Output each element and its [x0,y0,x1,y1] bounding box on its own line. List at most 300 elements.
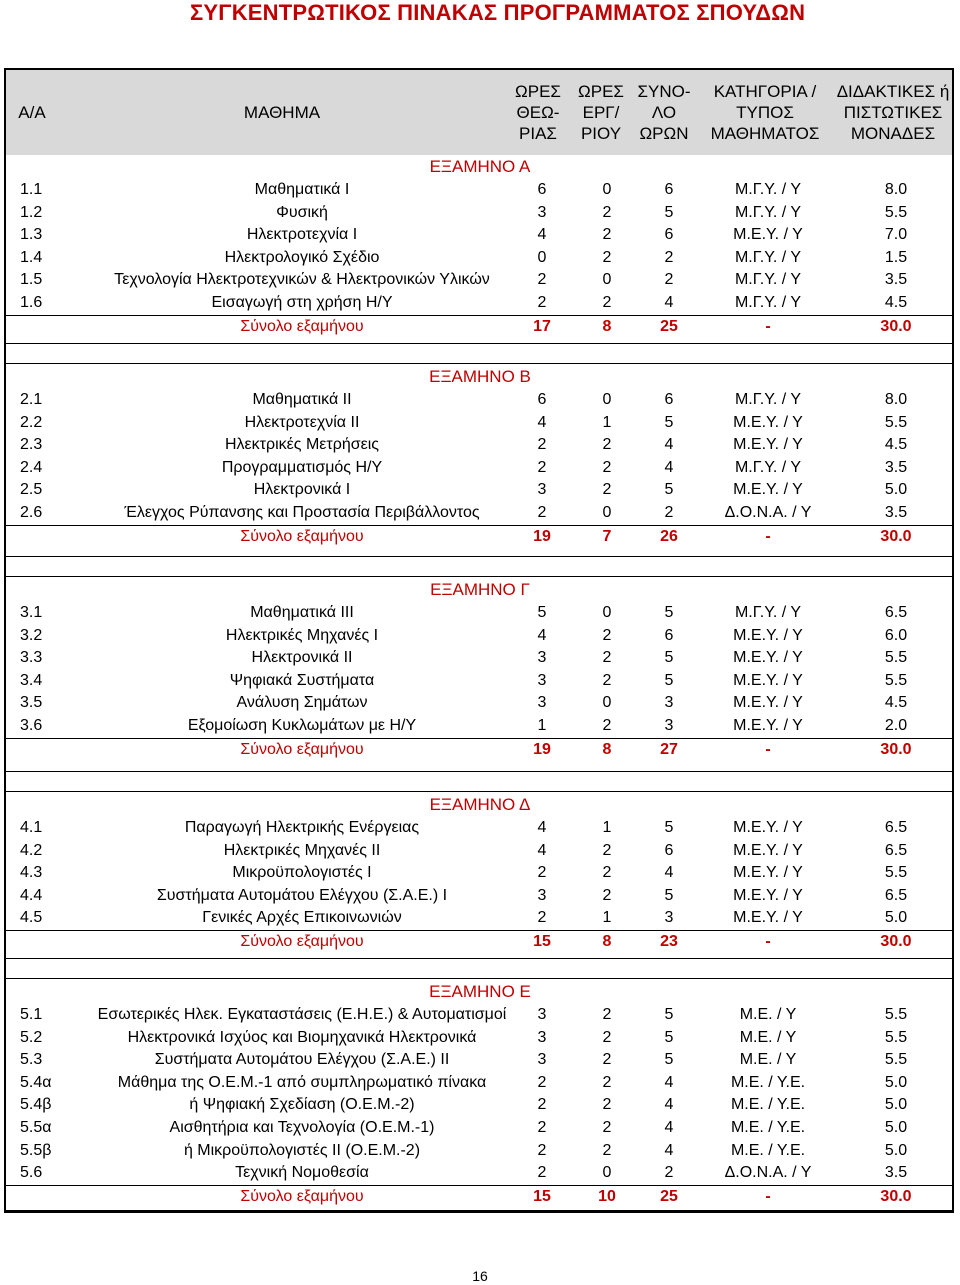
course-name: Συστήματα Αυτομάτου Ελέγχου (Σ.Α.Ε.) ΙΙ [154,1051,450,1069]
total-total-hours: 26 [660,527,678,545]
total-total-hours: 23 [660,933,678,950]
course-credits: 6.5 [884,819,908,836]
course-credits: 5.0 [884,1096,908,1114]
course-code: 2.6 [20,504,43,521]
course-credits: 1.5 [884,248,908,266]
theory-hours: 4 [537,226,547,244]
course-credits: 5.0 [884,909,908,927]
course-row [6,434,952,456]
theory-hours: 2 [537,458,547,476]
course-name: Αισθητήρια και Τεχνολογία (Ο.Ε.Μ.-1) [169,1119,435,1136]
lab-hours: 2 [602,1141,612,1159]
course-code: 3.4 [20,671,43,689]
theory-hours: 3 [537,694,547,712]
course-credits: 7.0 [884,226,908,244]
course-credits: 2.0 [884,717,908,734]
course-name: Ηλεκτροτεχνία Ι [246,226,358,244]
total-lab-hours: 8 [602,933,612,950]
course-name: Ηλεκτρονικά ΙΙ [251,649,353,667]
total-hours: 5 [664,481,674,499]
course-name: Μαθηματικά Ι [254,181,350,198]
course-code: 4.1 [20,819,43,836]
theory-hours: 3 [537,481,547,499]
course-name: Ηλεκτρολογικό Σχέδιο [224,248,380,266]
course-credits: 5.5 [884,203,908,221]
lab-hours: 2 [602,1051,612,1069]
total-course-credits: 30.0 [880,527,912,545]
course-credits: 6.5 [884,841,908,859]
course-code: 2.5 [20,481,43,499]
semester-title: ΕΞΑΜΗΝΟ Γ [430,580,530,599]
lab-hours: 2 [602,717,612,734]
course-category: Μ.Ε.Υ. / Υ [733,886,803,904]
course-code: 5.6 [20,1164,43,1182]
course-category: Μ.Γ.Υ. / Υ [734,181,802,198]
course-category: Μ.Ε. / Υ.Ε. [730,1096,806,1114]
course-row [6,269,952,291]
total-hours: 2 [664,248,674,266]
course-code: 1.3 [20,226,43,244]
total-total-hours: 25 [660,317,678,335]
course-name: Μαθηματικά ΙΙ [252,391,352,408]
theory-hours: 3 [537,1028,547,1046]
course-row [6,1049,952,1071]
total-hours: 5 [664,886,674,904]
course-credits: 5.5 [884,1028,908,1046]
table-rule [6,576,952,577]
course-name: Τεχνολογία Ηλεκτροτεχνικών & Ηλεκτρονικών Υλικών [114,271,490,289]
course-credits: 6.0 [884,626,908,644]
table-rule [6,791,952,792]
theory-hours: 2 [537,294,547,311]
course-name: Εισαγωγή στη χρήση Η/Υ [211,294,393,311]
course-name: Εσωτερικές Ηλεκ. Εγκαταστάσεις (Ε.Η.Ε.) & Αυτοματισμοί [97,1006,507,1023]
total-course-category: - [765,933,771,950]
course-code: 5.1 [20,1006,43,1023]
course-row [6,479,952,501]
total-course-name: Σύνολο εξαμήνου [240,1187,364,1205]
table-rule [6,978,952,979]
theory-hours: 4 [537,819,547,836]
header-theory-hours: ΩΡΕΣ ΘΕΩ- ΡΙΑΣ [515,82,561,143]
table-rule [6,556,952,557]
lab-hours: 2 [602,626,612,644]
course-code: 1.6 [20,294,43,311]
course-category: Μ.Γ.Υ. / Υ [734,248,802,266]
semester-title: ΕΞΑΜΗΝΟ Δ [429,795,531,814]
total-hours: 2 [664,504,674,521]
course-credits: 5.0 [884,481,908,499]
course-name: Γενικές Αρχές Επικοινωνιών [202,909,402,927]
total-hours: 5 [664,413,674,431]
lab-hours: 2 [602,1073,612,1091]
course-category: Μ.Ε.Υ. / Υ [733,649,803,667]
theory-hours: 2 [537,271,547,289]
course-name: Ψηφιακά Συστήματα [229,671,375,689]
course-row [6,670,952,692]
course-row [6,389,952,411]
total-course-credits: 30.0 [880,933,912,950]
semester-total-row [6,1186,952,1208]
semester-title: ΕΞΑΜΗΝΟ Α [429,157,531,176]
course-row [6,224,952,246]
course-name: Μικροϋπολογιστές Ι [232,864,372,882]
course-credits: 4.5 [884,294,908,311]
course-credits: 5.5 [884,1006,908,1023]
theory-hours: 5 [537,604,547,621]
course-code: 5.5β [20,1141,52,1159]
course-category: Μ.Ε.Υ. / Υ [733,909,803,927]
lab-hours: 0 [602,1164,612,1182]
total-hours: 3 [664,909,674,927]
table-rule [6,343,952,344]
course-category: Μ.Ε.Υ. / Υ [733,671,803,689]
lab-hours: 0 [602,391,612,408]
course-code: 5.2 [20,1028,43,1046]
header-category: ΚΑΤΗΓΟΡΙΑ / ΤΥΠΟΣ ΜΑΘΗΜΑΤΟΣ [710,82,820,143]
lab-hours: 2 [602,886,612,904]
total-hours: 5 [664,604,674,621]
theory-hours: 3 [537,1051,547,1069]
theory-hours: 2 [537,436,547,454]
total-hours: 6 [664,841,674,859]
course-credits: 4.5 [884,694,908,712]
course-category: Μ.Ε. / Υ.Ε. [730,1119,806,1136]
lab-hours: 2 [602,248,612,266]
course-name: ή Ψηφιακή Σχεδίαση (Ο.Ε.Μ.-2) [189,1096,415,1114]
total-hours: 4 [664,1119,674,1136]
course-category: Μ.Ε.Υ. / Υ [733,626,803,644]
course-row [6,907,952,929]
course-category: Δ.Ο.Ν.Α. / Υ [724,504,812,521]
course-row [6,715,952,737]
course-credits: 3.5 [884,458,908,476]
semester-total-row [6,931,952,953]
course-row [6,247,952,269]
course-code: 1.4 [20,248,43,266]
total-hours: 4 [664,294,674,311]
total-hours: 6 [664,181,674,198]
total-hours: 5 [664,203,674,221]
course-category: Μ.Ε.Υ. / Υ [733,717,803,734]
total-hours: 2 [664,1164,674,1182]
course-credits: 8.0 [884,391,908,408]
course-row [6,179,952,201]
total-hours: 5 [664,649,674,667]
course-name: ή Μικροϋπολογιστές ΙΙ (Ο.Ε.Μ.-2) [183,1141,421,1159]
header-lab-hours: ΩΡΕΣ ΕΡΓ/ ΡΙΟΥ [578,82,624,143]
course-credits: 3.5 [884,504,908,521]
theory-hours: 4 [537,413,547,431]
course-row [6,1004,952,1026]
semester-total-row [6,526,952,548]
total-course-name: Σύνολο εξαμήνου [240,740,364,758]
course-code: 5.4α [20,1073,52,1091]
course-code: 3.1 [20,604,43,621]
semester-title: ΕΞΑΜΗΝΟ Β [429,367,531,386]
total-hours: 4 [664,1096,674,1114]
total-hours: 6 [664,226,674,244]
lab-hours: 0 [602,604,612,621]
course-row [6,1094,952,1116]
lab-hours: 2 [602,671,612,689]
course-code: 2.3 [20,436,43,454]
theory-hours: 0 [537,248,547,266]
header-credits: ΔΙΔΑΚΤΙΚΕΣ ή ΠΙΣΤΩΤΙΚΕΣ ΜΟΝΑΔΕΣ [836,82,950,143]
total-hours: 5 [664,671,674,689]
course-category: Μ.Γ.Υ. / Υ [734,203,802,221]
theory-hours: 4 [537,841,547,859]
course-category: Μ.Γ.Υ. / Υ [734,294,802,311]
course-row [6,885,952,907]
semester-total-row [6,316,952,338]
course-code: 2.1 [20,391,43,408]
lab-hours: 2 [602,436,612,454]
course-credits: 5.5 [884,649,908,667]
header-code: Α/Α [18,103,46,122]
total-hours: 2 [664,271,674,289]
table-rule [6,363,952,364]
theory-hours: 1 [537,717,547,734]
course-credits: 5.0 [884,1119,908,1136]
theory-hours: 2 [537,909,547,927]
lab-hours: 0 [602,694,612,712]
course-category: Μ.Ε. / Υ.Ε. [730,1073,806,1091]
course-category: Μ.Γ.Υ. / Υ [734,391,802,408]
page-number: 16 [472,1268,488,1284]
lab-hours: 0 [602,181,612,198]
total-hours: 4 [664,1073,674,1091]
total-hours: 5 [664,1006,674,1023]
lab-hours: 0 [602,271,612,289]
total-hours: 3 [664,694,674,712]
course-code: 2.2 [20,413,43,431]
course-credits: 4.5 [884,436,908,454]
course-code: 3.2 [20,626,43,644]
theory-hours: 2 [537,1073,547,1091]
theory-hours: 4 [537,626,547,644]
course-code: 4.4 [20,886,43,904]
table-rule [6,771,952,772]
course-name: Παραγωγή Ηλεκτρικής Ενέργειας [184,819,420,836]
course-credits: 6.5 [884,604,908,621]
lab-hours: 2 [602,1028,612,1046]
theory-hours: 3 [537,886,547,904]
course-row [6,817,952,839]
theory-hours: 6 [537,181,547,198]
course-name: Μάθημα της Ο.Ε.Μ.-1 από συμπληρωματικό πίνακα [117,1073,487,1091]
total-course-name: Σύνολο εξαμήνου [240,317,364,335]
total-hours: 5 [664,1028,674,1046]
course-code: 4.3 [20,864,43,882]
course-category: Μ.Ε.Υ. / Υ [733,819,803,836]
course-code: 3.6 [20,717,43,734]
semester-total-row [6,739,952,761]
lab-hours: 2 [602,294,612,311]
course-row [6,502,952,524]
course-code: 4.2 [20,841,43,859]
course-code: 3.5 [20,694,43,712]
course-category: Δ.Ο.Ν.Α. / Υ [724,1164,812,1182]
course-row [6,412,952,434]
theory-hours: 2 [537,504,547,521]
course-category: Μ.Ε.Υ. / Υ [733,864,803,882]
course-row [6,457,952,479]
course-category: Μ.Γ.Υ. / Υ [734,604,802,621]
course-name: Συστήματα Αυτομάτου Ελέγχου (Σ.Α.Ε.) Ι [156,886,448,904]
total-total-hours: 27 [660,740,678,758]
course-row [6,1072,952,1094]
course-code: 3.3 [20,649,43,667]
total-theory-hours: 19 [533,740,551,758]
total-hours: 6 [664,626,674,644]
course-row [6,1117,952,1139]
course-category: Μ.Ε.Υ. / Υ [733,841,803,859]
lab-hours: 2 [602,226,612,244]
course-credits: 5.0 [884,1141,908,1159]
lab-hours: 2 [602,1096,612,1114]
header-course: ΜΑΘΗΜΑ [243,103,321,122]
course-name: Έλεγχος Ρύπανσης και Προστασία Περιβάλλοντος [124,504,480,521]
lab-hours: 2 [602,649,612,667]
course-name: Ανάλυση Σημάτων [236,694,368,712]
course-category: Μ.Ε.Υ. / Υ [733,436,803,454]
theory-hours: 2 [537,1096,547,1114]
total-theory-hours: 15 [533,1187,551,1205]
course-category: Μ.Ε.Υ. / Υ [733,694,803,712]
total-lab-hours: 10 [598,1187,616,1205]
course-credits: 3.5 [884,1164,908,1182]
course-code: 5.3 [20,1051,43,1069]
course-category: Μ.Ε. / Υ [739,1051,797,1069]
total-course-credits: 30.0 [880,740,912,758]
course-credits: 5.5 [884,1051,908,1069]
total-hours: 6 [664,391,674,408]
header-total-hours: ΣΥΝΟ- ΛΟ ΩΡΩΝ [637,82,691,143]
course-row [6,862,952,884]
semester-title: ΕΞΑΜΗΝΟ Ε [429,982,531,1001]
course-category: Μ.Ε.Υ. / Υ [733,226,803,244]
theory-hours: 3 [537,671,547,689]
course-code: 5.5α [20,1119,52,1136]
course-category: Μ.Ε.Υ. / Υ [733,413,803,431]
total-total-hours: 25 [660,1187,678,1205]
theory-hours: 3 [537,1006,547,1023]
course-name: Ηλεκτρικές Μηχανές ΙΙ [223,841,381,859]
total-course-category: - [765,317,771,335]
course-row [6,602,952,624]
total-hours: 4 [664,458,674,476]
course-name: Προγραμματισμός Η/Υ [221,458,383,476]
lab-hours: 1 [602,819,612,836]
total-course-name: Σύνολο εξαμήνου [240,933,364,950]
total-lab-hours: 7 [602,527,612,545]
lab-hours: 0 [602,504,612,521]
lab-hours: 2 [602,864,612,882]
theory-hours: 6 [537,391,547,408]
course-name: Εξομοίωση Κυκλωμάτων με Η/Υ [187,717,417,734]
total-hours: 5 [664,819,674,836]
total-theory-hours: 19 [533,527,551,545]
course-code: 1.5 [20,271,43,289]
lab-hours: 2 [602,481,612,499]
total-theory-hours: 15 [533,933,551,950]
course-name: Τεχνική Νομοθεσία [235,1164,369,1182]
course-credits: 3.5 [884,271,908,289]
course-category: Μ.Ε. / Υ [739,1006,797,1023]
course-code: 1.2 [20,203,43,221]
course-credits: 8.0 [884,181,908,198]
lab-hours: 2 [602,203,612,221]
total-course-credits: 30.0 [880,1187,912,1205]
lab-hours: 1 [602,909,612,927]
total-hours: 3 [664,717,674,734]
theory-hours: 2 [537,1119,547,1136]
theory-hours: 2 [537,1164,547,1182]
theory-hours: 3 [537,649,547,667]
total-lab-hours: 8 [602,317,612,335]
total-hours: 4 [664,864,674,882]
course-category: Μ.Ε.Υ. / Υ [733,481,803,499]
course-name: Μαθηματικά ΙΙΙ [250,604,354,621]
table-rule [6,1210,952,1211]
course-row [6,1027,952,1049]
theory-hours: 2 [537,1141,547,1159]
course-row [6,647,952,669]
course-name: Ηλεκτρονικά Ισχύος και Βιομηχανικά Ηλεκτρονικά [127,1028,477,1046]
course-row [6,292,952,314]
theory-hours: 3 [537,203,547,221]
course-row [6,692,952,714]
lab-hours: 2 [602,1006,612,1023]
page-title: ΣΥΓΚΕΝΤΡΩΤΙΚΟΣ ΠΙΝΑΚΑΣ ΠΡΟΓΡΑΜΜΑΤΟΣ ΣΠΟΥΔΩΝ [190,0,806,25]
course-category: Μ.Ε. / Υ.Ε. [730,1141,806,1159]
course-credits: 5.5 [884,413,908,431]
course-row [6,1140,952,1162]
lab-hours: 2 [602,841,612,859]
total-course-category: - [765,1187,771,1205]
lab-hours: 2 [602,458,612,476]
course-credits: 5.5 [884,864,908,882]
total-course-category: - [765,740,771,758]
course-row [6,202,952,224]
theory-hours: 2 [537,864,547,882]
table-rule [6,958,952,959]
lab-hours: 1 [602,413,612,431]
lab-hours: 2 [602,1119,612,1136]
course-name: Ηλεκτρικές Μετρήσεις [224,436,379,454]
course-row [6,625,952,647]
course-credits: 5.5 [884,671,908,689]
course-name: Ηλεκτρικές Μηχανές Ι [225,626,379,644]
course-code: 2.4 [20,458,43,476]
course-credits: 5.0 [884,1073,908,1091]
course-code: 5.4β [20,1096,52,1114]
course-row [6,840,952,862]
total-hours: 4 [664,436,674,454]
course-name: Φυσική [276,203,328,221]
total-lab-hours: 8 [602,740,612,758]
course-code: 4.5 [20,909,43,927]
course-name: Ηλεκτροτεχνία ΙΙ [244,413,360,431]
total-course-category: - [765,527,771,545]
course-category: Μ.Γ.Υ. / Υ [734,271,802,289]
total-course-credits: 30.0 [880,317,912,335]
course-row [6,1162,952,1184]
total-course-name: Σύνολο εξαμήνου [240,527,364,545]
course-code: 1.1 [20,181,43,198]
total-hours: 4 [664,1141,674,1159]
